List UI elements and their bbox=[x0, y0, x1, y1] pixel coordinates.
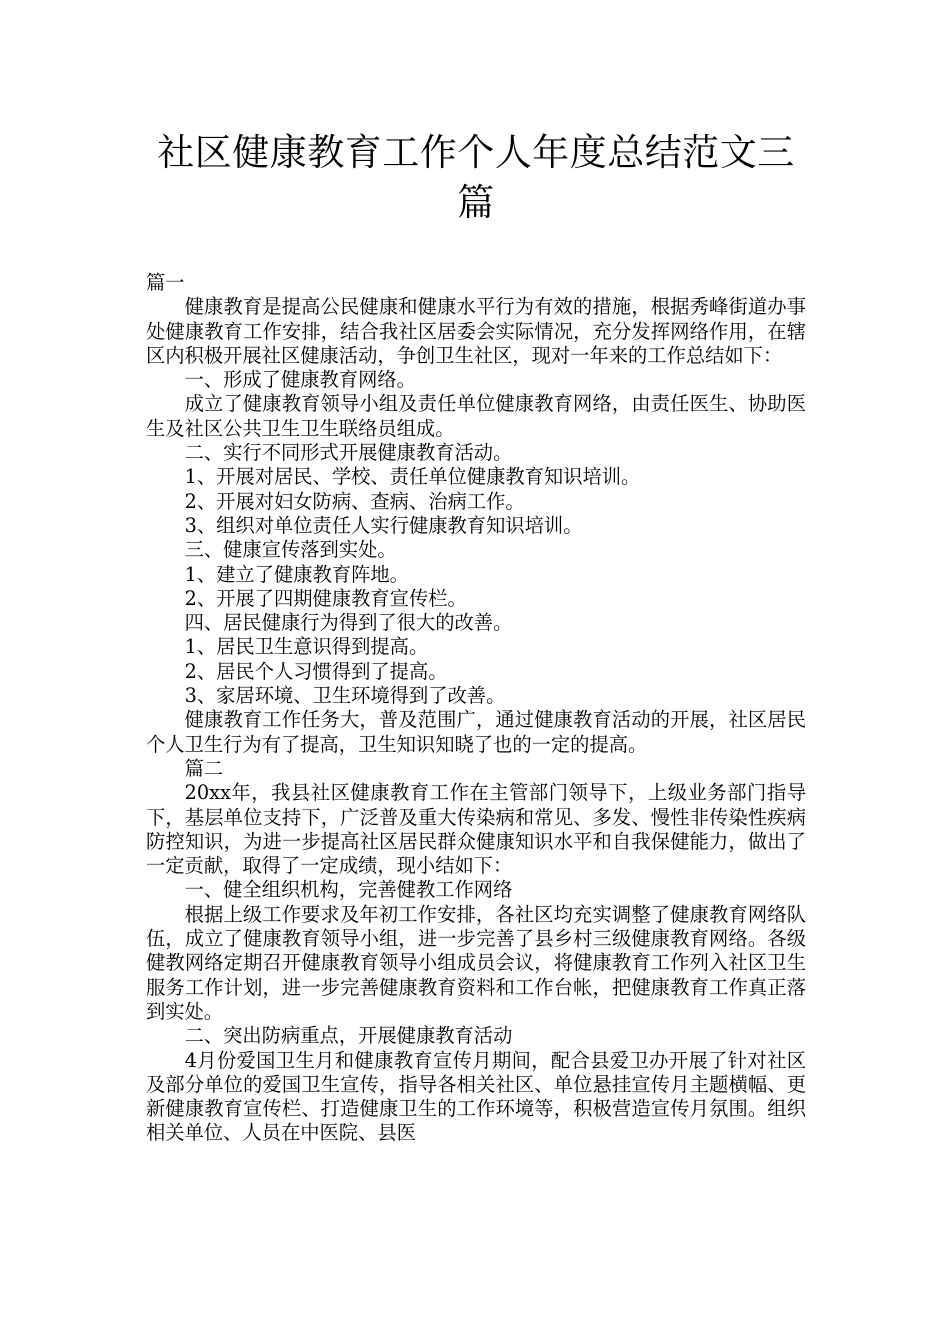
paragraph: 一、健全组织机构，完善健教工作网络 bbox=[184, 878, 513, 902]
paragraph: 1、开展对居民、学校、责任单位健康教育知识培训。 bbox=[184, 465, 641, 489]
paragraph: 4月份爱国卫生月和健康教育宣传月期间，配合县爱卫办开展了针对社区及部分单位的爱国卫生宣传，指导各相关社区、单位悬挂宣传月主题横幅、更新健康教育宣传栏、打造健康卫生的工作环境等，积极营造宣传月氛围。组织相关单位、人员在中医院、县医 bbox=[146, 1048, 806, 1145]
paragraph: 1、居民卫生意识得到提高。 bbox=[184, 635, 429, 659]
document-body bbox=[146, 271, 806, 1146]
paragraph: 根据上级工作要求及年初工作安排，各社区均充实调整了健康教育网络队伍，成立了健康教育领导小组，进一步完善了县乡村三级健康教育网络。各级健教网络定期召开健康教育领导小组成员会议，将健康教育工作列入社区卫生服务工作计划，进一步完善健康教育资料和工作台帐，把健康教育工作真正落到实处。 bbox=[146, 902, 806, 1023]
paragraph: 2、开展对妇女防病、查病、治病工作。 bbox=[184, 489, 525, 513]
paragraph: 四、居民健康行为得到了很大的改善。 bbox=[184, 611, 513, 635]
paragraph: 1、建立了健康教育阵地。 bbox=[184, 562, 409, 586]
paragraph: 篇一 bbox=[146, 271, 185, 294]
paragraph: 一、形成了健康教育网络。 bbox=[184, 368, 416, 392]
paragraph: 20xx年，我县社区健康教育工作在主管部门领导下，上级业务部门指导下，基层单位支持下，广泛普及重大传染病和常见、多发、慢性非传染性疾病防控知识，为进一步提高社区居民群众健康知识水平和自我保健能力，做出了一定贡献，取得了一定成绩，现小结如下： bbox=[146, 781, 806, 878]
paragraph: 健康教育是提高公民健康和健康水平行为有效的措施，根据秀峰街道办事处健康教育工作安排，结合我社区居委会实际情况，充分发挥网络作用，在辖区内积极开展社区健康活动，争创卫生社区，现对一年来的工作总结如下： bbox=[146, 295, 806, 367]
paragraph: 篇二 bbox=[184, 756, 224, 780]
document-title: 社区健康教育工作个人年度总结范文三篇 bbox=[157, 131, 795, 224]
paragraph: 二、突出防病重点，开展健康教育活动 bbox=[184, 1024, 513, 1048]
paragraph: 3、组织对单位责任人实行健康教育知识培训。 bbox=[184, 513, 583, 537]
paragraph: 成立了健康教育领导小组及责任单位健康教育网络，由责任医生、协助医生及社区公共卫生卫生联络员组成。 bbox=[146, 392, 806, 440]
paragraph: 2、开展了四期健康教育宣传栏。 bbox=[184, 586, 467, 610]
paragraph: 健康教育工作任务大，普及范围广，通过健康教育活动的开展，社区居民个人卫生行为有了提高，卫生知识知晓了也的一定的提高。 bbox=[146, 708, 806, 756]
paragraph: 二、实行不同形式开展健康教育活动。 bbox=[184, 441, 513, 465]
paragraph: 三、健康宣传落到实处。 bbox=[184, 538, 397, 562]
paragraph: 2、居民个人习惯得到了提高。 bbox=[184, 659, 448, 683]
paragraph: 3、家居环境、卫生环境得到了改善。 bbox=[184, 684, 506, 708]
